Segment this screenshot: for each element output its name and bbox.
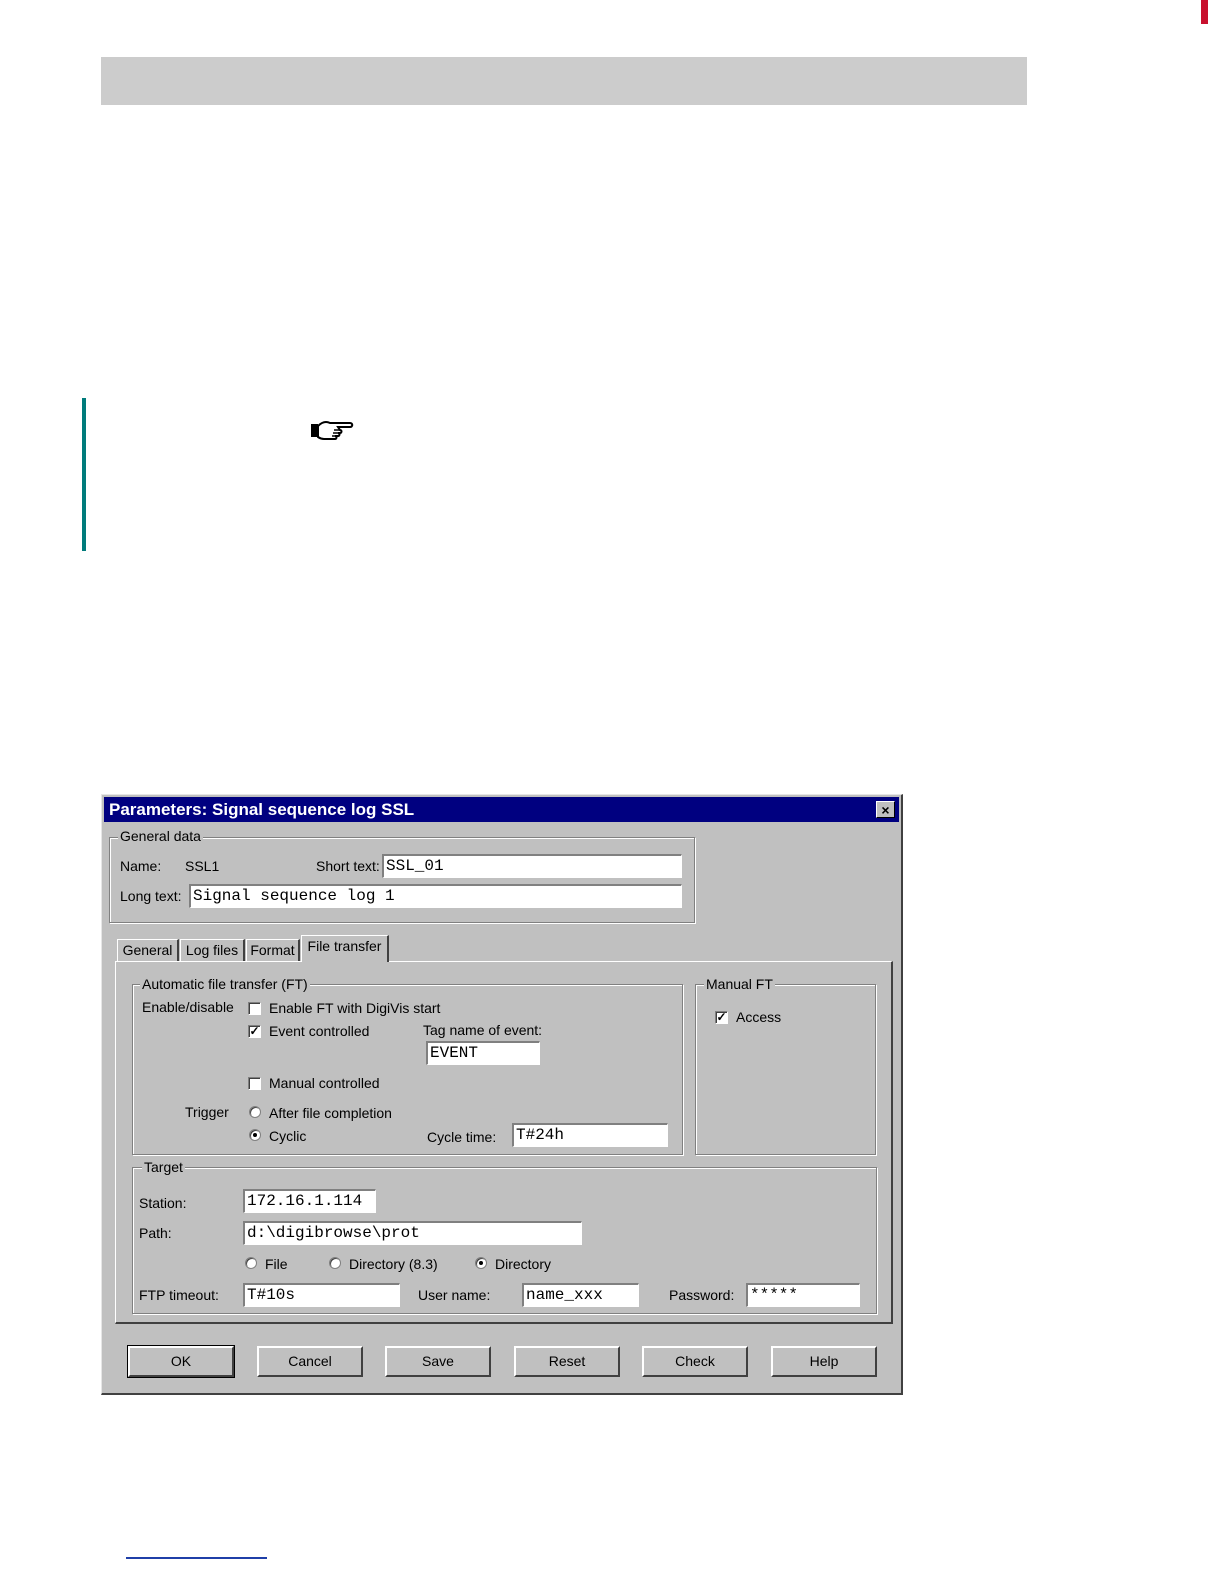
help-button[interactable]: Help: [771, 1346, 877, 1377]
event-controlled-label: Event controlled: [269, 1023, 370, 1039]
tag-name-field[interactable]: EVENT: [426, 1041, 540, 1065]
page-edge-marker: [1201, 0, 1208, 24]
tag-name-label: Tag name of event:: [423, 1022, 543, 1038]
enable-ft-start-label: Enable FT with DigiVis start: [269, 1000, 441, 1016]
cancel-button[interactable]: Cancel: [257, 1346, 363, 1377]
close-icon[interactable]: ×: [876, 801, 895, 818]
after-completion-radio[interactable]: [249, 1106, 261, 1118]
directory-label: Directory: [495, 1256, 552, 1272]
manual-controlled-checkbox[interactable]: [248, 1077, 261, 1090]
ok-button[interactable]: OK: [128, 1346, 234, 1377]
general-data-label: General data: [120, 828, 201, 844]
dialog-title: Parameters: Signal sequence log SSL: [109, 800, 415, 819]
parameters-dialog: [101, 794, 903, 1395]
check-button[interactable]: Check: [642, 1346, 748, 1377]
cyclic-label: Cyclic: [269, 1128, 307, 1144]
tab-file-transfer[interactable]: File transfer: [301, 935, 389, 962]
enable-disable-label: Enable/disable: [142, 999, 234, 1015]
checkmark-icon: ✓: [716, 1010, 727, 1024]
short-text-field[interactable]: SSL_01: [382, 854, 682, 878]
file-radio[interactable]: [245, 1257, 257, 1269]
long-text-label: Long text:: [120, 888, 182, 904]
manual-ft-label: Manual FT: [706, 976, 773, 992]
path-field[interactable]: d:\digibrowse\prot: [243, 1221, 582, 1245]
directory-83-label: Directory (8.3): [349, 1256, 438, 1272]
margin-change-bar: [82, 398, 86, 551]
cycle-time-field[interactable]: T#24h: [512, 1123, 668, 1147]
target-label: Target: [144, 1159, 183, 1175]
file-radio-label: File: [265, 1256, 288, 1272]
directory-radio[interactable]: [475, 1257, 487, 1269]
cyclic-radio[interactable]: [249, 1129, 261, 1141]
tab-general[interactable]: General: [117, 939, 179, 962]
general-data-group: [109, 837, 695, 923]
cycle-time-label: Cycle time:: [427, 1129, 497, 1145]
access-checkbox[interactable]: [715, 1011, 728, 1024]
password-label: Password:: [669, 1287, 735, 1303]
pointing-hand-icon: [310, 418, 354, 442]
user-name-label: User name:: [418, 1287, 491, 1303]
access-label: Access: [736, 1009, 782, 1025]
path-label: Path:: [139, 1225, 172, 1241]
save-button[interactable]: Save: [385, 1346, 491, 1377]
enable-ft-start-checkbox[interactable]: [248, 1002, 261, 1015]
long-text-field[interactable]: Signal sequence log 1: [189, 884, 682, 908]
auto-ft-label: Automatic file transfer (FT): [142, 976, 308, 992]
page-header-band: [101, 57, 1027, 105]
trigger-label: Trigger: [185, 1104, 229, 1120]
tab-log-files[interactable]: Log files: [180, 939, 245, 962]
station-label: Station:: [139, 1195, 187, 1211]
manual-controlled-label: Manual controlled: [269, 1075, 380, 1091]
name-label: Name:: [120, 858, 162, 874]
reset-button[interactable]: Reset: [514, 1346, 620, 1377]
checkmark-icon: ✓: [249, 1024, 260, 1038]
ftp-timeout-label: FTP timeout:: [139, 1287, 219, 1303]
footer-link-underline[interactable]: [126, 1557, 267, 1559]
tab-format[interactable]: Format: [246, 939, 300, 962]
short-text-label: Short text:: [316, 858, 380, 874]
ftp-timeout-field[interactable]: T#10s: [243, 1283, 400, 1307]
event-controlled-checkbox[interactable]: [248, 1025, 261, 1038]
directory-83-radio[interactable]: [329, 1257, 341, 1269]
dialog-title-bar[interactable]: [104, 797, 899, 822]
station-field[interactable]: 172.16.1.114: [243, 1189, 376, 1213]
user-name-field[interactable]: name_xxx: [522, 1283, 639, 1307]
password-field[interactable]: *****: [746, 1283, 860, 1307]
after-completion-label: After file completion: [269, 1105, 392, 1121]
name-value: SSL1: [185, 858, 220, 874]
